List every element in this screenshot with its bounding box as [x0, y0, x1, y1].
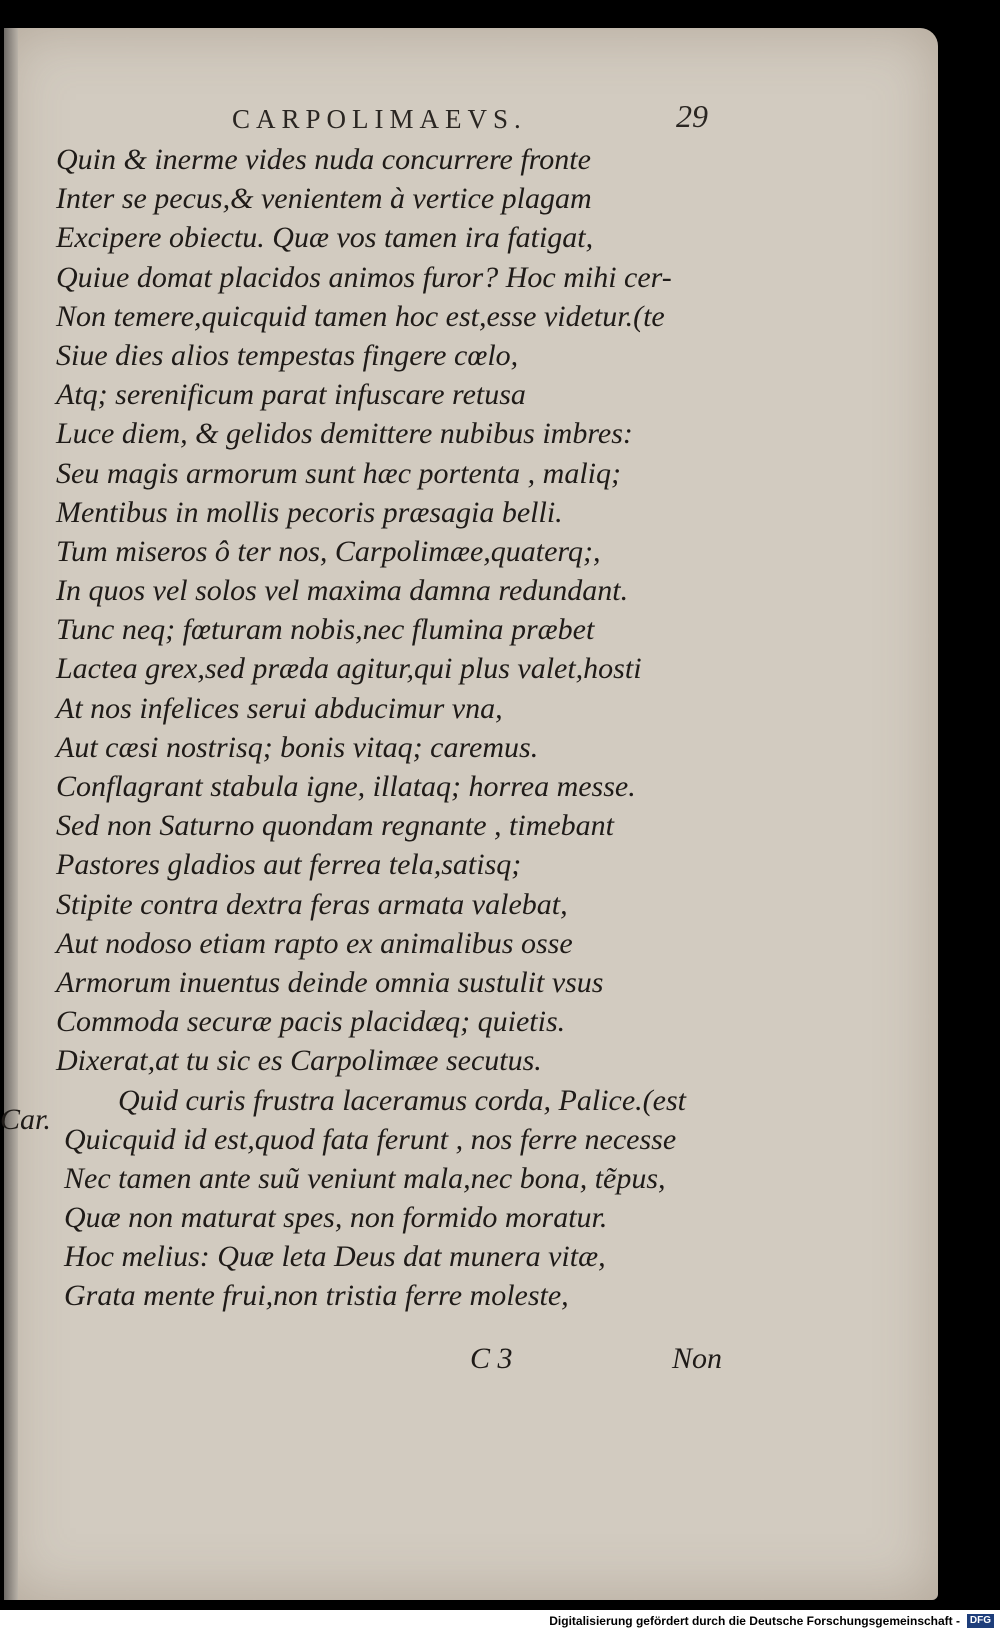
footer-credit: Digitalisierung gefördert durch die Deutsche Forschungsgemeinschaft - [549, 1614, 960, 1628]
speaker-label: Car. [0, 1103, 51, 1136]
verse-line: At nos infelices serui abducimur vna, [56, 691, 503, 725]
verse-line: Luce diem, & gelidos demittere nubibus imbres: [56, 417, 633, 451]
verse-line: Quin & inerme vides nuda concurrere fronte [56, 143, 591, 176]
verse-line: Conflagrant stabula igne, illataq; horrea messe. [56, 770, 636, 803]
verse-line: Inter se pecus,& venientem à vertice plagam [56, 182, 592, 216]
verse-line: Quæ non maturat spes, non formido moratur. [64, 1201, 608, 1235]
verse-text-block [56, 140, 756, 1316]
verse-line: Sed non Saturno quondam regnante , timebant [56, 809, 615, 843]
verse-line: Seu magis armorum sunt hæc portenta , maliq; [56, 456, 621, 490]
verse-line: In quos vel solos vel maxima damna redundant. [56, 574, 629, 608]
verse-line: Aut cæsi nostrisq; bonis vitaq; caremus. [56, 730, 539, 764]
verse-line: Hoc melius: Quæ leta Deus dat munera vitæ, [64, 1240, 606, 1274]
verse-line: Non temere,quicquid tamen hoc est,esse videtur.(te [56, 299, 665, 333]
verse-line: Aut nodoso etiam rapto ex animalibus osse [56, 926, 573, 960]
verse-line: Quicquid id est,quod fata ferunt , nos ferre necesse [64, 1122, 677, 1156]
verse-line: Excipere obiectu. Quæ vos tamen ira fatigat, [56, 221, 594, 255]
verse-line: Tunc neq; fœturam nobis,nec flumina præbet [56, 613, 595, 647]
verse-line: Tum miseros ô ter nos, Carpolimæe,quaterq;, [56, 534, 601, 568]
verse-line: Atq; serenificum parat infuscare retusa [56, 378, 526, 412]
verse-line: Nec tamen ante suũ veniunt mala,nec bona, tẽpus, [64, 1161, 666, 1195]
signature-mark: C 3 [470, 1342, 513, 1375]
page-gutter-edge [4, 28, 18, 1600]
page-number: 29 [676, 98, 708, 134]
verse-line: Armorum inuentus deinde omnia sustulit vsus [56, 965, 604, 999]
verse-line: Mentibus in mollis pecoris præsagia belli. [56, 495, 563, 529]
verse-line: Quiue domat placidos animos furor? Hoc mihi cer- [56, 260, 672, 294]
catchword: Non [672, 1342, 723, 1375]
verse-line: Stipite contra dextra feras armata valebat, [56, 887, 568, 921]
verse-line: Quid curis frustra laceramus corda, Palice.(est [118, 1083, 686, 1117]
verse-line: Grata mente frui,non tristia ferre moleste, [64, 1279, 569, 1313]
dfg-logo: DFG [967, 1614, 994, 1628]
verse-line: Commoda securæ pacis placidæq; quietis. [56, 1005, 566, 1039]
verse-line: Dixerat,at tu sic es Carpolimæe secutus. [56, 1044, 542, 1078]
verse-line: Pastores gladios aut ferrea tela,satisq; [56, 848, 522, 882]
running-head: CARPOLIMAEVS. [232, 104, 527, 134]
verse-line: Lactea grex,sed præda agitur,qui plus valet,hosti [56, 652, 642, 686]
verse-line: Siue dies alios tempestas fingere cœlo, [56, 338, 519, 372]
